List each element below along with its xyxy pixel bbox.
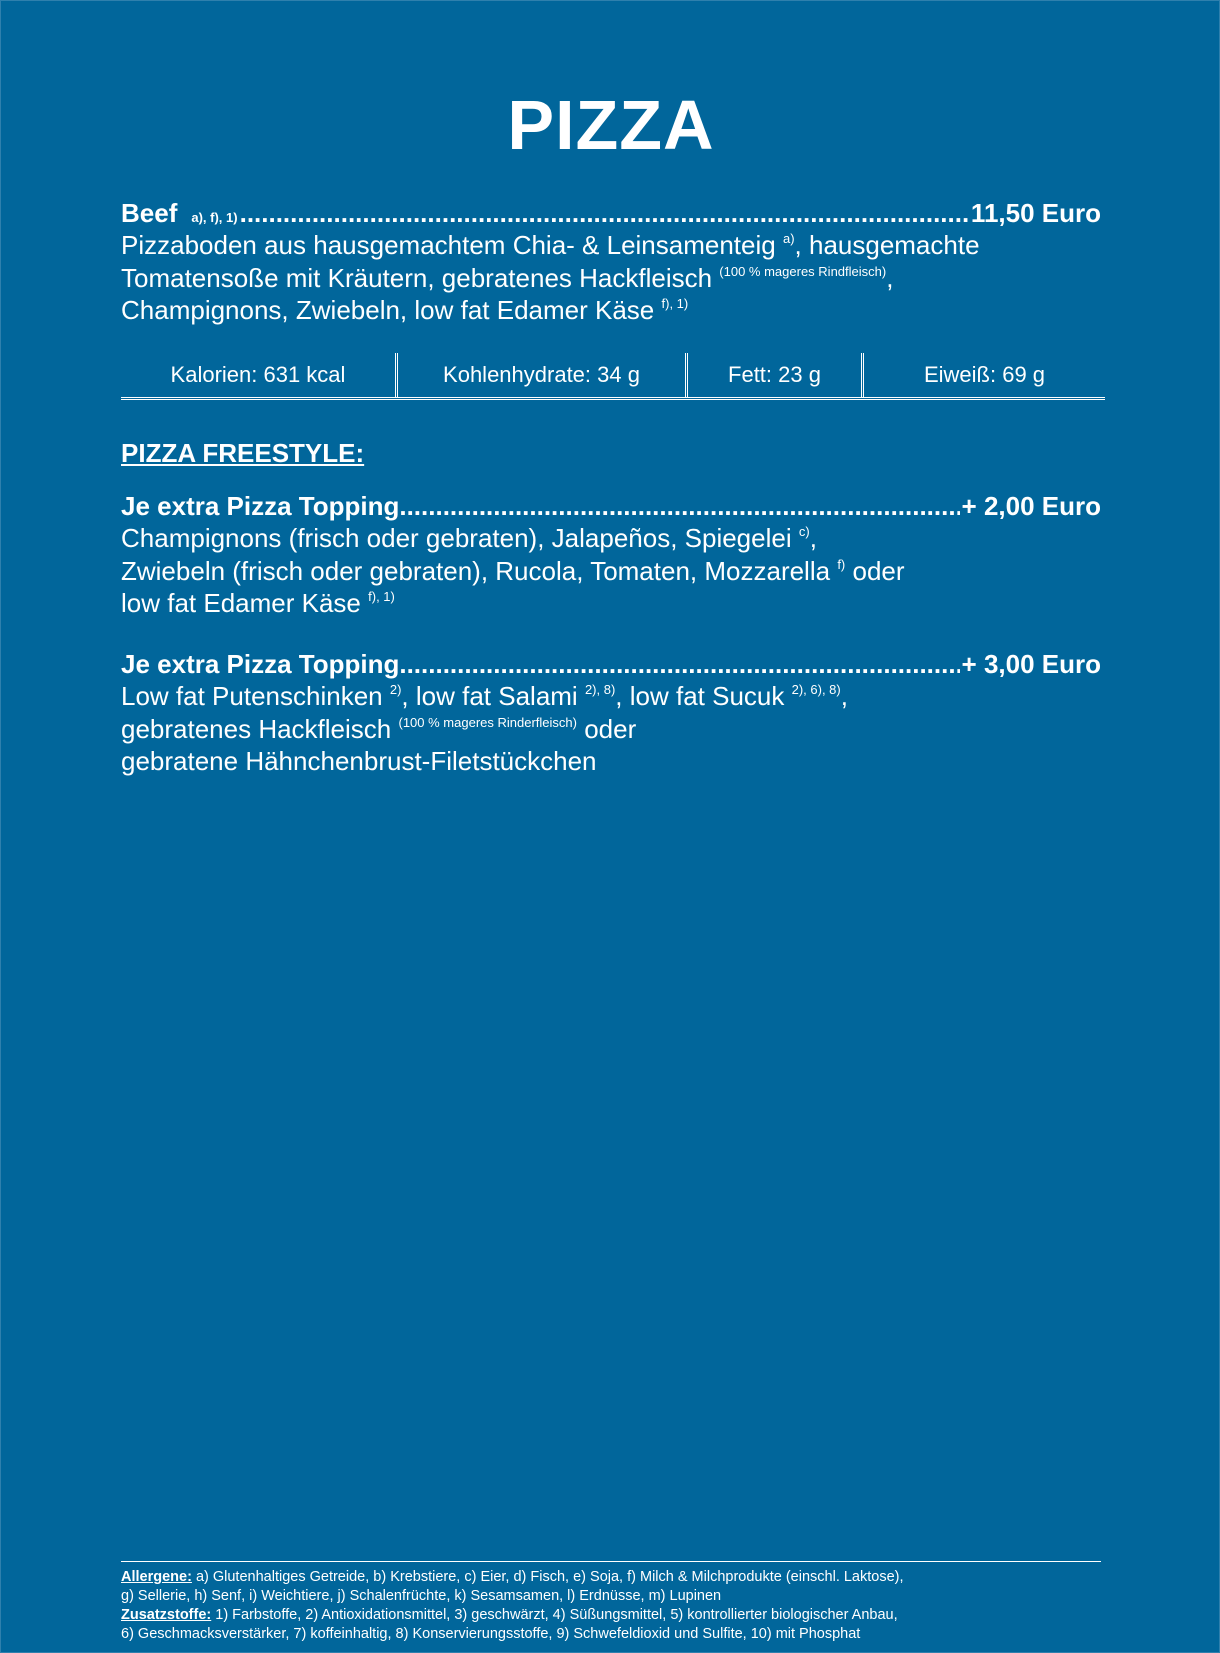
item-headline: Beef a), f), 1) ..... 11,50 Euro — [121, 197, 1101, 229]
item-description — [121, 522, 1101, 620]
nutrition-fat: Fett: 23 g — [685, 353, 861, 397]
item-headline — [121, 648, 1101, 680]
desc-line: Champignons (frisch oder gebraten), Jalapeños, Spiegelei $^{c)}$, — [121, 523, 817, 553]
zusatz-line: Zusatzstoffe: 1) Farbstoffe, 2) Antioxidationsmittel, 3) geschwärzt, 4) Süßungsmittel, 5) kontrollierter biologischer Anbau, — [121, 1607, 898, 1623]
desc-line: Champignons, Zwiebeln, low fat Edamer Käse $^{f), 1)}$ — [121, 295, 689, 325]
desc-line: low fat Edamer Käse $^{f), 1)}$ — [121, 588, 395, 618]
menu-item-beef — [121, 197, 1101, 327]
section-title-freestyle: PIZZA FREESTYLE: — [121, 438, 365, 468]
footnote-ref: 2), 6), 8) — [791, 682, 841, 697]
item-price: + 3,00 Euro — [961, 649, 1101, 679]
desc-line: Pizzaboden aus hausgemachtem Chia- & Leinsamenteig $^{a)}$, hausgemachte — [121, 230, 980, 260]
item-description — [121, 680, 1101, 778]
item-description — [121, 229, 1101, 327]
allergene-label: Allergene: — [121, 1569, 192, 1585]
footnote-ref: 2) — [389, 682, 402, 697]
dot-leader — [399, 648, 959, 680]
footnote-ref: a) — [782, 231, 795, 246]
nutrition-protein: Eiweiß: 69 g — [861, 353, 1105, 397]
item-name: Je extra Pizza Topping — [121, 649, 400, 679]
desc-line: Tomatensoße mit Kräutern, gebratenes Hackfleisch $^{(100 \% mageres Rindfleisch)}$, — [121, 262, 894, 293]
footnote-ref: (100 % mageres Rindfleisch) — [719, 263, 887, 279]
footnote-ref: (100 % mageres Rinderfleisch) — [398, 714, 577, 730]
item-price: + 2,00 Euro — [961, 491, 1101, 521]
footnote-legend — [121, 1561, 1101, 1644]
item-price: 11,50 Euro — [970, 198, 1101, 228]
zusatz-line: 6) Geschmacksverstärker, 7) koffeinhaltig, 8) Konservierungsstoffe, 9) Schwefeldioxid und Sulfite, 10) mit Phosphat — [121, 1626, 861, 1642]
footnote-ref: f), 1) — [661, 296, 689, 311]
desc-line: Low fat Putenschinken $^{2)}$, low fat Salami $^{2), 8)}$, low fat Sucuk $^{2), 6), 8)}$, — [121, 681, 848, 711]
desc-line: gebratenes Hackfleisch $^{(100 \% mageres Rinderfleisch)}$ oder — [121, 713, 637, 744]
zusatz-label: Zusatzstoffe: — [121, 1607, 212, 1623]
dot-leader — [399, 490, 959, 522]
allergene-line: Allergene: a) Glutenhaltiges Getreide, b) Krebstiere, c) Eier, d) Fisch, e) Soja, f) Milch & Milchprodukte (einschl. Laktose), — [121, 1569, 904, 1585]
desc-line: gebratene Hähnchenbrust-Filetstückchen — [121, 746, 597, 776]
nutrition-carbs: Kohlenhydrate: 34 g — [395, 353, 685, 397]
footnote-ref: 2), 8) — [584, 682, 616, 697]
menu-item-topping-1 — [121, 490, 1101, 620]
dot-leader — [240, 197, 969, 229]
allergene-line: g) Sellerie, h) Senf, i) Weichtiere, j) Schalenfrüchte, k) Sesamsamen, l) Erdnüsse, m) Lupinen — [121, 1588, 722, 1604]
footnote-ref: f), 1) — [368, 589, 395, 604]
nutrition-table — [121, 353, 1105, 400]
page-title: PIZZA — [507, 86, 715, 164]
footnote-ref: f) — [837, 556, 846, 572]
footnote-ref: c) — [798, 524, 810, 539]
desc-line: Zwiebeln (frisch oder gebraten), Rucola, Tomaten, Mozzarella $^{f)}$ oder — [121, 555, 905, 586]
menu-item-topping-2 — [121, 648, 1101, 778]
item-name: Je extra Pizza Topping — [121, 491, 400, 521]
item-name: Beef — [121, 198, 178, 228]
nutrition-calories: Kalorien: 631 kcal — [170, 362, 346, 387]
item-headline — [121, 490, 1101, 522]
